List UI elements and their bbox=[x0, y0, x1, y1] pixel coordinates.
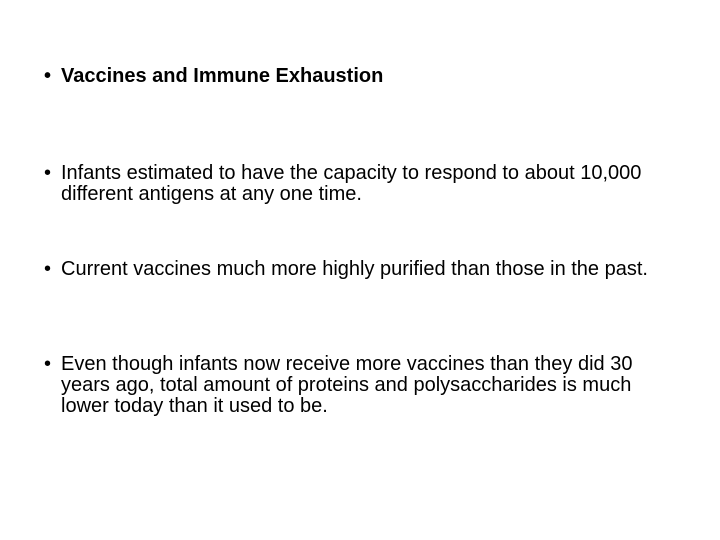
bullet-icon: • bbox=[44, 353, 52, 375]
bullet-item bbox=[44, 354, 684, 417]
bullet-text: Current vaccines much more highly purified than those in the past. bbox=[61, 258, 648, 280]
slide-title-text: Vaccines and Immune Exhaustion bbox=[61, 65, 384, 87]
bullet-text: Infants estimated to have the capacity to respond to about 10,000 different antigens at any one time. bbox=[61, 162, 642, 205]
bullet-icon: • bbox=[44, 65, 52, 87]
bullet-item bbox=[44, 259, 684, 280]
bullet-text: Even though infants now receive more vaccines than they did 30 years ago, total amount of proteins and polysaccharides is much lower today than it used to be. bbox=[61, 353, 633, 417]
bullet-icon: • bbox=[44, 162, 52, 184]
bullet-icon: • bbox=[44, 258, 52, 280]
slide-title bbox=[44, 66, 684, 87]
bullet-item bbox=[44, 163, 684, 205]
